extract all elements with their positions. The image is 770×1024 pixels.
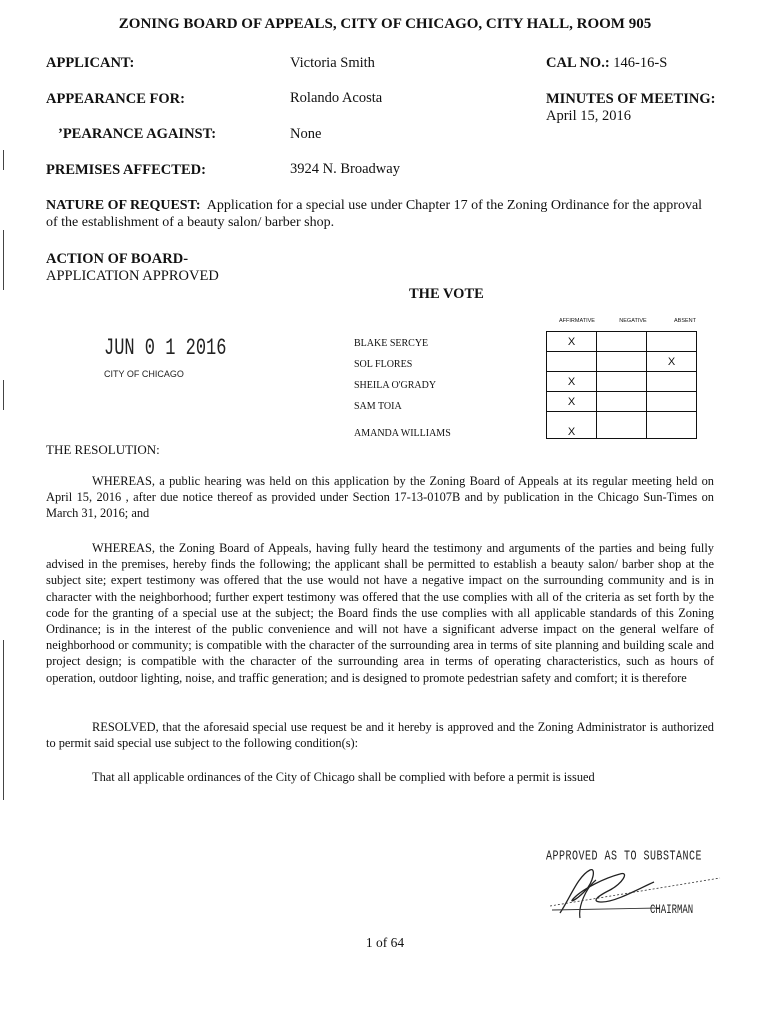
applicant-label: APPLICANT: [46,55,135,71]
vote-header-absent: ABSENT [673,318,696,324]
chairman-label: CHAIRMAN [650,903,694,917]
vote-cell: X [647,352,697,372]
vote-cell: X [547,332,597,352]
resolution-paragraph-3: RESOLVED, that the aforesaid special use request be and it hereby is approved and the Zoning Administrator is authorized to permit said special use subject to the following condition(s): [46,720,714,751]
vote-cell [547,352,597,372]
member-name: BLAKE SERCYE [354,338,429,349]
vote-table [546,331,697,439]
appearance-against-label: ’PEARANCE AGAINST: [58,126,217,142]
member-name: AMANDA WILLIAMS [354,428,451,439]
action-value: APPLICATION APPROVED [46,268,219,284]
table-row [547,372,697,392]
premises-label: PREMISES AFFECTED: [46,162,206,178]
vote-header-affirmative: AFFIRMATIVE [559,318,595,324]
vote-cell [597,352,647,372]
vote-cell [597,392,647,412]
resolution-paragraph-4: That all applicable ordinances of the City of Chicago shall be complied with before a permit is issued [92,770,595,784]
vote-cell [647,372,697,392]
vote-cell [597,372,647,392]
scan-artifact [3,380,4,410]
cal-no-value: 146-16-S [613,55,668,71]
vote-cell: X [547,372,597,392]
vote-cell [647,332,697,352]
received-stamp-city: CITY OF CHICAGO [104,369,184,379]
resolution-paragraph-2: WHEREAS, the Zoning Board of Appeals, having fully heard the testimony and arguments of the parties and being fully advised in the premises, hereby finds the following; the applicant shall be permitted to establish a beauty salon/ barber shop at the subject site; expert testimony was offered that the use would not have a negative impact on the surrounding community and is in character with the neighborhood; further expert testimony was offered that the use complies with all of the criteria as set forth by the code for the granting of a special use at the subject; the Board finds the use complies with all applicable standards of this Zoning Ordinance; is in the interest of the public convenience and will not have a significant adverse impact on the general welfare of neighborhood or community; is compatible with the character of the surrounding area in terms of site planning and building scale and project design; is compatible with the character of the surrounding area in terms of operating characteristics, such as hours of operation, outdoor lighting, noise, and traffic generation; and is designed to promote pedestrian safety and comfort; it is therefore [46,541,714,685]
vote-cell [647,392,697,412]
table-row [547,412,697,439]
resolution-paragraph-1: WHEREAS, a public hearing was held on this application by the Zoning Board of Appeals at its regular meeting held on April 15, 2016 , after due notice thereof as provided under Section 17-13-0107B and by publication in the Chicago Sun-Times on March 31, 2016; and [46,474,714,521]
nature-text: Application for a special use under Chapter 17 of the Zoning Ordinance for the approval of the establishment of a beauty salon/ barber shop. [46,198,703,230]
table-row [547,392,697,412]
nature-of-request [46,197,716,231]
scan-artifact [3,150,4,170]
approved-as-to-substance-stamp: APPROVED AS TO SUBSTANCE [546,849,703,866]
vote-cell: X [547,392,597,412]
minutes-label: MINUTES OF MEETING: [546,91,716,107]
action-label: ACTION OF BOARD- [46,251,189,267]
appearance-against-value: None [290,126,322,142]
vote-header-negative: NEGATIVE [619,318,647,324]
vote-cell [597,332,647,352]
table-row [547,352,697,372]
vote-title: THE VOTE [409,286,484,302]
table-row [547,332,697,352]
vote-cell [647,412,697,439]
member-name: SAM TOIA [354,401,402,412]
appearance-for-value: Rolando Acosta [290,90,383,106]
document-title: ZONING BOARD OF APPEALS, CITY OF CHICAGO, CITY HALL, ROOM 905 [118,16,652,32]
vote-cell [597,412,647,439]
cal-no [546,55,667,72]
minutes-value: April 15, 2016 [546,108,631,124]
applicant-value: Victoria Smith [290,55,375,71]
page-number: 1 of 64 [365,935,405,950]
member-name: SHEILA O'GRADY [354,380,437,391]
received-stamp-date: JUN 0 1 2016 [104,336,227,363]
signature-icon [550,858,730,928]
appearance-for-label: APPEARANCE FOR: [46,91,185,107]
member-name: SOL FLORES [354,359,413,370]
premises-value: 3924 N. Broadway [290,161,400,177]
vote-cell: X [547,412,597,439]
cal-no-label: CAL NO.: [546,55,610,71]
nature-label: NATURE OF REQUEST: [46,198,201,213]
scan-artifact [3,640,4,800]
resolution-heading: THE RESOLUTION: [46,442,160,457]
scan-artifact [3,230,4,290]
